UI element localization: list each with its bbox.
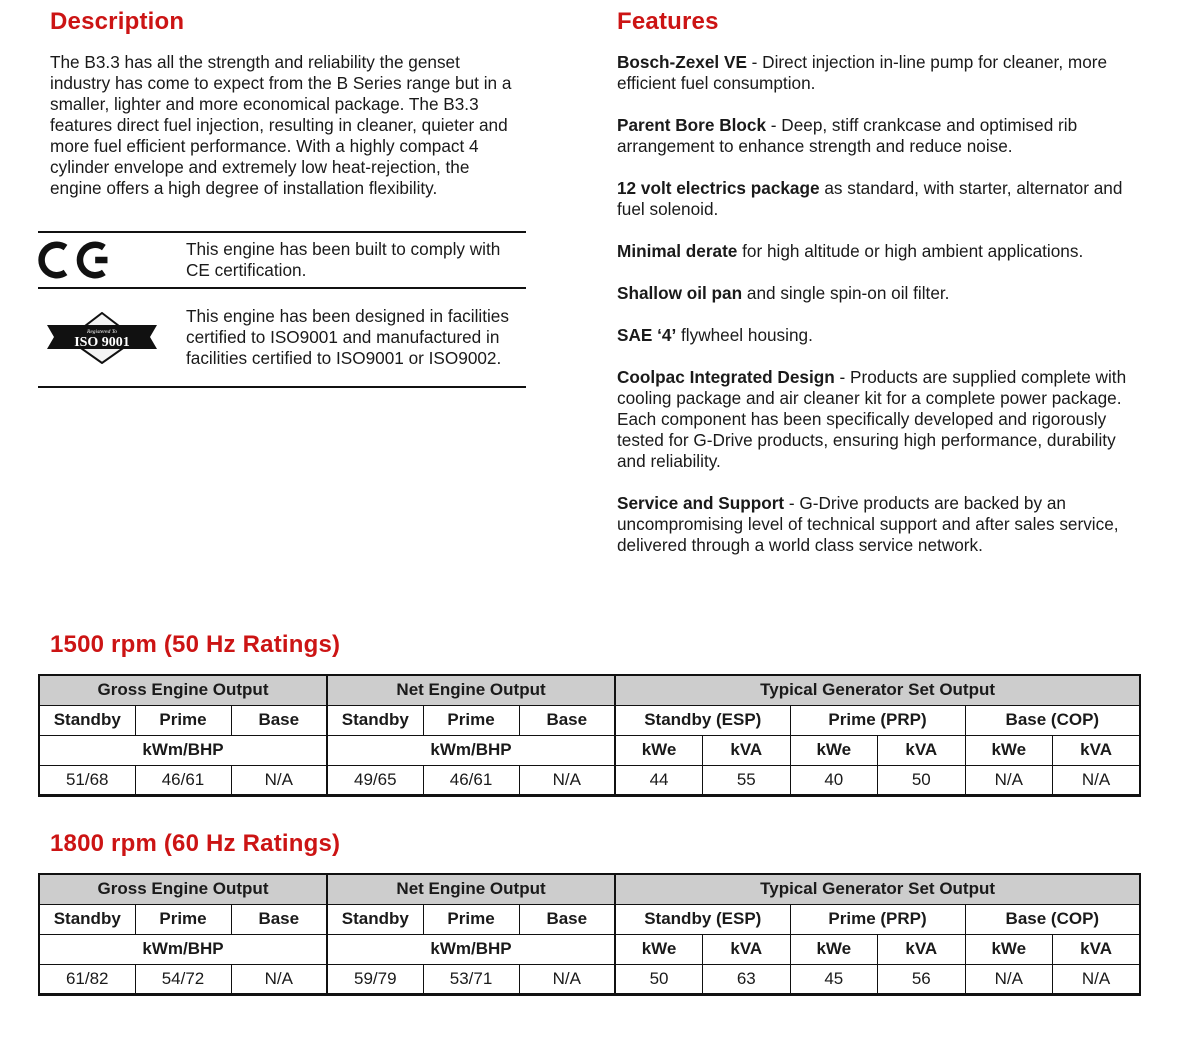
unit-header: kWe: [790, 934, 878, 964]
rating-value: 56: [878, 964, 966, 994]
rating-value: 49/65: [327, 765, 423, 795]
feature-lead: SAE ‘4’: [617, 325, 677, 345]
features-heading: Features: [617, 8, 719, 35]
column-header: Prime: [135, 705, 231, 735]
rating-value: 55: [703, 765, 791, 795]
rating-value: 50: [878, 765, 966, 795]
values-row: [39, 964, 1140, 994]
rating-value: 51/68: [39, 765, 135, 795]
ratings-1500-table: [38, 674, 1141, 797]
feature-text: flywheel housing.: [676, 325, 813, 345]
group-header-net: Net Engine Output: [327, 874, 615, 904]
column-header: Prime (PRP): [790, 904, 965, 934]
column-header: Standby: [327, 904, 423, 934]
rating-value: N/A: [965, 964, 1053, 994]
feature-text: for high altitude or high ambient applications.: [737, 241, 1084, 261]
feature-lead: Parent Bore Block: [617, 115, 767, 135]
ce-certification-row: [38, 231, 526, 287]
rating-value: 44: [615, 765, 703, 795]
group-header-gross: Gross Engine Output: [39, 675, 327, 705]
feature-text: - G-Drive products are backed by an uncompromising level of technical support and after sales service, delivered through a world class service network.: [617, 493, 1119, 555]
group-header-row: [39, 675, 1140, 705]
unit-header: kWm/BHP: [39, 735, 327, 765]
group-header-row: [39, 874, 1140, 904]
column-header: Prime: [423, 904, 519, 934]
feature-text: - Deep, stiff crankcase and optimised rib arrangement to enhance strength and reduce noise.: [617, 115, 1078, 156]
ratings-1500-title: 1500 rpm (50 Hz Ratings): [50, 631, 341, 658]
unit-header: kVA: [878, 934, 966, 964]
ce-logo-cell: [38, 238, 186, 282]
ratings-1800-title: 1800 rpm (60 Hz Ratings): [50, 830, 341, 857]
rating-value: 59/79: [327, 964, 423, 994]
feature-lead: Minimal derate: [617, 241, 738, 261]
column-header: Base (COP): [965, 904, 1140, 934]
rating-type-row: [39, 904, 1140, 934]
column-header: Standby (ESP): [615, 904, 790, 934]
column-header: Prime: [135, 904, 231, 934]
column-header: Prime (PRP): [790, 705, 965, 735]
column-header: Standby: [39, 904, 135, 934]
feature-text: as standard, with starter, alternator and fuel solenoid.: [617, 178, 1123, 219]
features-section: [617, 8, 1144, 577]
unit-header: kVA: [1053, 934, 1141, 964]
rating-value: 61/82: [39, 964, 135, 994]
feature-lead: Coolpac Integrated Design: [617, 367, 835, 387]
feature-lead: Shallow oil pan: [617, 283, 743, 303]
group-header-genset: Typical Generator Set Output: [615, 675, 1140, 705]
group-header-net: Net Engine Output: [327, 675, 615, 705]
unit-header: kWe: [615, 735, 703, 765]
iso-logo-cell: [38, 312, 186, 364]
description-heading: Description: [50, 8, 185, 35]
rating-value: 63: [703, 964, 791, 994]
ratings-1800-section: [38, 830, 1142, 996]
values-row: [39, 765, 1140, 795]
unit-header: kWe: [965, 934, 1053, 964]
rating-value: 45: [790, 964, 878, 994]
column-header: Base (COP): [965, 705, 1140, 735]
column-header: Base: [231, 705, 327, 735]
ratings-1500-section: [38, 631, 1142, 797]
ce-mark-icon: [38, 238, 114, 282]
unit-header: kWe: [790, 735, 878, 765]
rating-value: N/A: [965, 765, 1053, 795]
unit-header: kWe: [965, 735, 1053, 765]
feature-item: [617, 178, 1144, 220]
column-header: Base: [231, 904, 327, 934]
rating-value: N/A: [231, 964, 327, 994]
feature-item: [617, 241, 1144, 262]
iso-certification-text: This engine has been designed in facilities certified to ISO9001 and manufactured in facilities certified to ISO9001 or ISO9002.: [186, 306, 509, 368]
unit-header: kVA: [878, 735, 966, 765]
ce-certification-text: This engine has been built to comply with CE certification.: [186, 239, 501, 280]
column-header: Base: [519, 705, 615, 735]
description-section: [50, 8, 518, 199]
rating-value: 50: [615, 964, 703, 994]
feature-text: - Direct injection in-line pump for cleaner, more efficient fuel consumption.: [617, 52, 1108, 93]
rating-value: N/A: [519, 765, 615, 795]
rating-value: N/A: [1053, 765, 1141, 795]
description-body: The B3.3 has all the strength and reliability the genset industry has come to expect from the B Series range but in a smaller, lighter and more economical package. The B3.3 features direct fuel injection, resulting in cleaner, quieter and more fuel efficient performance. With a highly compact 4 cylinder envelope and extremely low heat-rejection, the engine offers a high degree of installation flexibility.: [50, 52, 512, 198]
rating-value: N/A: [231, 765, 327, 795]
iso-certification-row: [38, 287, 526, 388]
unit-header: kWm/BHP: [327, 735, 615, 765]
certifications-block: [38, 231, 526, 388]
rating-value: 54/72: [135, 964, 231, 994]
feature-lead: Service and Support: [617, 493, 785, 513]
iso-9001-badge-icon: [46, 312, 158, 364]
feature-item: [617, 52, 1144, 94]
feature-item: [617, 493, 1144, 556]
feature-item: [617, 367, 1144, 472]
rating-value: N/A: [519, 964, 615, 994]
units-row: [39, 735, 1140, 765]
column-header: Standby (ESP): [615, 705, 790, 735]
feature-item: [617, 115, 1144, 157]
rating-type-row: [39, 705, 1140, 735]
rating-value: 53/71: [423, 964, 519, 994]
unit-header: kVA: [703, 934, 791, 964]
feature-lead: 12 volt electrics package: [617, 178, 820, 198]
units-row: [39, 934, 1140, 964]
feature-item: [617, 283, 1144, 304]
unit-header: kVA: [1053, 735, 1141, 765]
feature-text: and single spin-on oil filter.: [742, 283, 950, 303]
column-header: Base: [519, 904, 615, 934]
group-header-gross: Gross Engine Output: [39, 874, 327, 904]
unit-header: kWm/BHP: [39, 934, 327, 964]
rating-value: 46/61: [423, 765, 519, 795]
column-header: Standby: [327, 705, 423, 735]
rating-value: 40: [790, 765, 878, 795]
iso-badge-text: ISO 9001: [74, 334, 130, 350]
unit-header: kVA: [703, 735, 791, 765]
group-header-genset: Typical Generator Set Output: [615, 874, 1140, 904]
rating-value: 46/61: [135, 765, 231, 795]
ratings-1800-table: [38, 873, 1141, 996]
rating-value: N/A: [1053, 964, 1141, 994]
feature-item: [617, 325, 1144, 346]
column-header: Standby: [39, 705, 135, 735]
iso-badge-small-text: Registered To: [87, 328, 117, 335]
feature-lead: Bosch-Zexel VE: [617, 52, 747, 72]
unit-header: kWm/BHP: [327, 934, 615, 964]
feature-text: - Products are supplied complete with cooling package and air cleaner kit for a complete power package. Each component has been specifically developed and rigorously tested for G-Drive products, ensuring high performance, durability and reliability.: [617, 367, 1127, 471]
column-header: Prime: [423, 705, 519, 735]
unit-header: kWe: [615, 934, 703, 964]
